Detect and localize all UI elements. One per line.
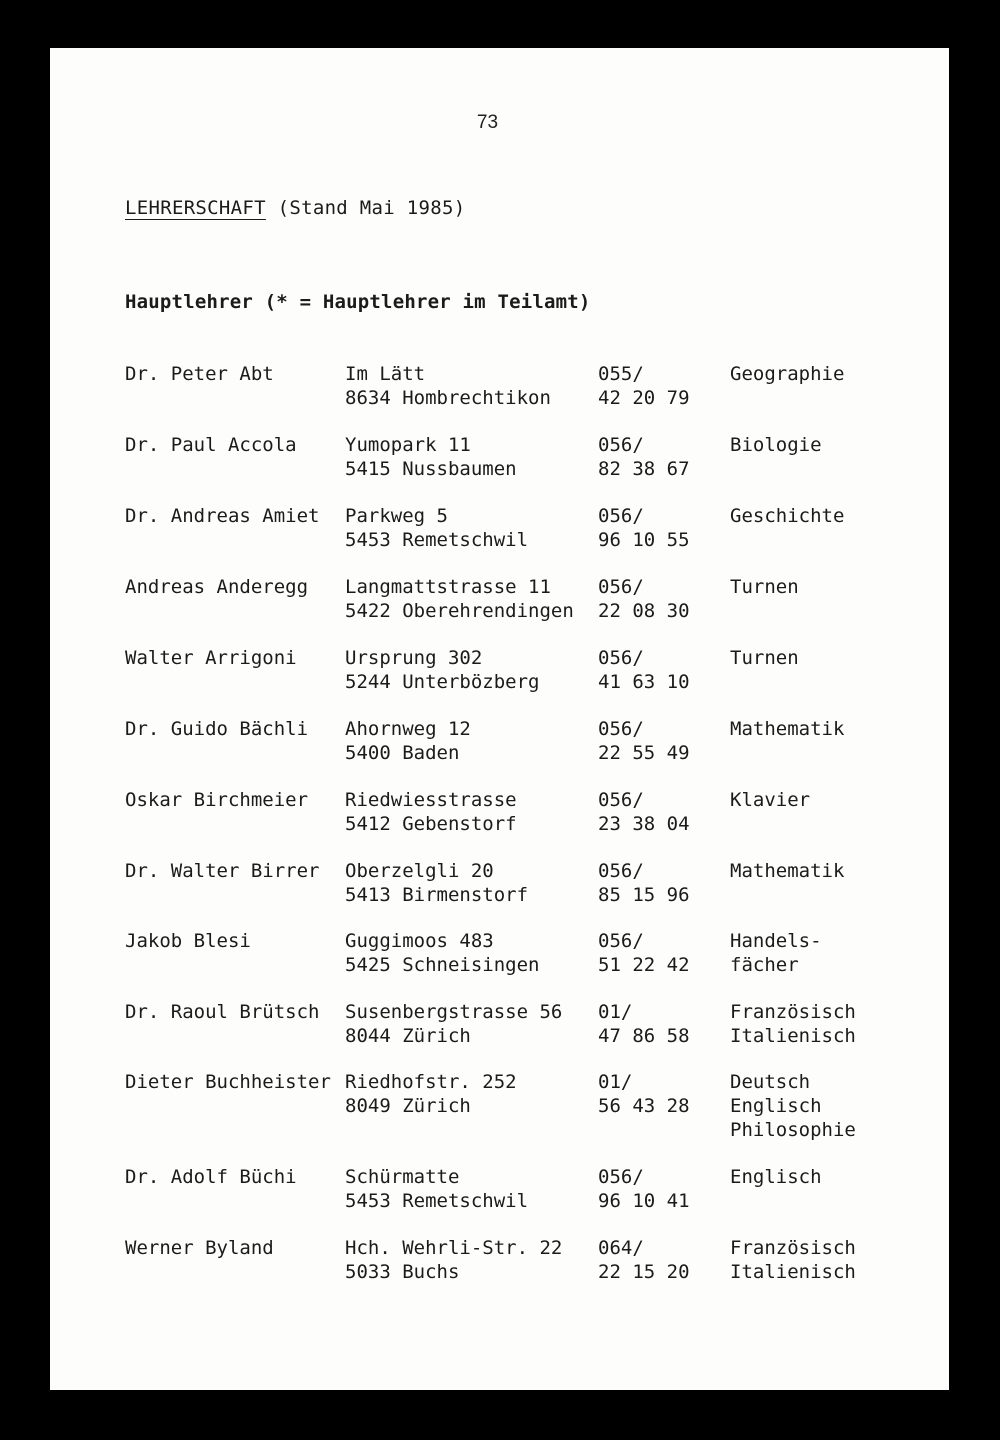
section-heading — [125, 197, 465, 219]
teacher-address-line: 5415 Nussbaumen — [345, 458, 517, 480]
teacher-phone-line: 056/ — [598, 647, 644, 669]
teacher-phone — [598, 1236, 690, 1284]
teacher-address-line: Ursprung 302 — [345, 647, 483, 669]
teacher-address — [345, 1236, 562, 1284]
teacher-name — [125, 859, 319, 883]
teacher-phone-line: 23 38 04 — [598, 813, 690, 835]
teacher-subjects — [730, 575, 799, 599]
teacher-phone-line: 064/ — [598, 1237, 644, 1259]
teacher-phone — [598, 929, 690, 977]
teacher-subjects — [730, 1165, 822, 1189]
teacher-phone-line: 56 43 28 — [598, 1095, 690, 1117]
teacher-address-line: Yumopark 11 — [345, 434, 471, 456]
teacher-phone-line: 056/ — [598, 1166, 644, 1188]
teacher-phone-line: 22 08 30 — [598, 600, 690, 622]
teacher-address — [345, 929, 539, 977]
teacher-phone-line: 96 10 55 — [598, 529, 690, 551]
teacher-subjects-line: Geschichte — [730, 505, 845, 527]
teacher-address-line: Langmattstrasse 11 — [345, 576, 551, 598]
teacher-subjects-line: Mathematik — [730, 718, 845, 740]
teacher-address-line: Guggimoos 483 — [345, 930, 494, 952]
subsection-heading: Hauptlehrer (* = Hauptlehrer im Teilamt) — [125, 291, 591, 313]
teacher-phone-line: 056/ — [598, 505, 644, 527]
teacher-subjects — [730, 504, 844, 528]
teacher-address-line: 5412 Gebenstorf — [345, 813, 517, 835]
teacher-name — [125, 575, 308, 599]
teacher-phone — [598, 1000, 690, 1048]
teacher-subjects — [730, 788, 810, 812]
teacher-phone-line: 42 20 79 — [598, 387, 690, 409]
teacher-name — [125, 929, 251, 953]
section-heading-title: LEHRERSCHAFT — [125, 197, 266, 219]
teacher-subjects — [730, 1236, 856, 1284]
teacher-address-line: Riedhofstr. 252 — [345, 1071, 517, 1093]
teacher-name-line: Andreas Anderegg — [125, 576, 309, 598]
teacher-name — [125, 646, 297, 670]
teacher-phone-line: 96 10 41 — [598, 1190, 690, 1212]
teacher-address-line: 5425 Schneisingen — [345, 954, 540, 976]
teacher-address-line: 5244 Unterbözberg — [345, 671, 540, 693]
teacher-subjects — [730, 1070, 856, 1142]
teacher-phone — [598, 1165, 690, 1213]
teacher-address-line: Im Lätt — [345, 363, 426, 385]
teacher-phone-line: 51 22 42 — [598, 954, 690, 976]
teacher-subjects-line: Klavier — [730, 789, 811, 811]
teacher-address — [345, 1000, 562, 1048]
teacher-phone-line: 82 38 67 — [598, 458, 690, 480]
teacher-phone-line: 056/ — [598, 860, 644, 882]
teacher-phone-line: 22 15 20 — [598, 1261, 690, 1283]
teacher-phone-line: 056/ — [598, 718, 644, 740]
teacher-subjects — [730, 859, 844, 883]
teacher-address — [345, 859, 528, 907]
teacher-phone-line: 056/ — [598, 789, 644, 811]
teacher-subjects-line: Turnen — [730, 576, 799, 598]
teacher-name — [125, 433, 297, 457]
teacher-subjects-line: Italienisch — [730, 1261, 856, 1283]
teacher-address — [345, 788, 517, 836]
teacher-name-line: Dr. Raoul Brütsch — [125, 1001, 320, 1023]
teacher-subjects-line: Englisch — [730, 1095, 822, 1117]
teacher-address-line: 8044 Zürich — [345, 1025, 471, 1047]
teacher-phone-line: 22 55 49 — [598, 742, 690, 764]
teacher-subjects-line: Mathematik — [730, 860, 845, 882]
teacher-phone-line: 01/ — [598, 1001, 633, 1023]
teacher-name — [125, 717, 308, 741]
teacher-subjects-line: Geographie — [730, 363, 845, 385]
teacher-name — [125, 362, 274, 386]
teacher-phone — [598, 575, 690, 623]
teacher-subjects-line: Turnen — [730, 647, 799, 669]
teacher-address — [345, 1165, 528, 1213]
teacher-name-line: Dr. Paul Accola — [125, 434, 297, 456]
teacher-subjects-line: fächer — [730, 954, 799, 976]
teacher-phone-line: 41 63 10 — [598, 671, 690, 693]
teacher-name — [125, 1236, 274, 1260]
teacher-address — [345, 433, 517, 481]
teacher-name-line: Dr. Peter Abt — [125, 363, 274, 385]
teacher-name-line: Dr. Guido Bächli — [125, 718, 309, 740]
teacher-address-line: Riedwiesstrasse — [345, 789, 517, 811]
teacher-subjects — [730, 362, 844, 386]
teacher-subjects-line: Handels- — [730, 930, 822, 952]
teacher-name — [125, 1165, 297, 1189]
teacher-subjects — [730, 433, 822, 457]
teacher-subjects-line: Italienisch — [730, 1025, 856, 1047]
teacher-address-line: 5453 Remetschwil — [345, 1190, 529, 1212]
teacher-name-line: Jakob Blesi — [125, 930, 251, 952]
teacher-name — [125, 1070, 331, 1094]
teacher-address — [345, 646, 539, 694]
teacher-phone-line: 85 15 96 — [598, 884, 690, 906]
teacher-address-line: 8634 Hombrechtikon — [345, 387, 551, 409]
teacher-phone — [598, 362, 690, 410]
teacher-phone — [598, 646, 690, 694]
teacher-address-line: Parkweg 5 — [345, 505, 448, 527]
teacher-phone-line: 055/ — [598, 363, 644, 385]
teacher-address-line: 5453 Remetschwil — [345, 529, 529, 551]
teacher-subjects-line: Biologie — [730, 434, 822, 456]
teacher-name-line: Dieter Buchheister — [125, 1071, 331, 1093]
teacher-subjects-line: Französisch — [730, 1001, 856, 1023]
teacher-subjects-line: Deutsch — [730, 1071, 811, 1093]
teacher-address — [345, 575, 574, 623]
teacher-subjects-line: Philosophie — [730, 1119, 856, 1141]
teacher-address-line: 5033 Buchs — [345, 1261, 460, 1283]
teacher-phone — [598, 717, 690, 765]
teacher-name-line: Werner Byland — [125, 1237, 274, 1259]
teacher-address — [345, 717, 471, 765]
teacher-name — [125, 1000, 319, 1024]
teacher-name-line: Dr. Adolf Büchi — [125, 1166, 297, 1188]
teacher-address-line: Schürmatte — [345, 1166, 460, 1188]
teacher-name — [125, 788, 308, 812]
teacher-address — [345, 1070, 517, 1118]
teacher-name-line: Dr. Andreas Amiet — [125, 505, 320, 527]
teacher-address-line: 5422 Oberehrendingen — [345, 600, 574, 622]
teacher-address-line: Ahornweg 12 — [345, 718, 471, 740]
teacher-phone — [598, 859, 690, 907]
teacher-subjects — [730, 929, 822, 977]
teacher-phone — [598, 504, 690, 552]
section-heading-date: (Stand Mai 1985) — [265, 197, 466, 219]
teacher-subjects-line: Französisch — [730, 1237, 856, 1259]
teacher-subjects — [730, 1000, 856, 1048]
teacher-address-line: 5400 Baden — [345, 742, 460, 764]
teacher-subjects — [730, 646, 799, 670]
teacher-address-line: Hch. Wehrli-Str. 22 — [345, 1237, 563, 1259]
teacher-phone-line: 056/ — [598, 930, 644, 952]
teacher-subjects — [730, 717, 844, 741]
teacher-phone-line: 01/ — [598, 1071, 633, 1093]
teacher-phone-line: 47 86 58 — [598, 1025, 690, 1047]
teacher-address-line: Susenbergstrasse 56 — [345, 1001, 563, 1023]
teacher-name — [125, 504, 319, 528]
teacher-address-line: 5413 Birmenstorf — [345, 884, 529, 906]
teacher-address — [345, 504, 528, 552]
page-number: 73 — [476, 112, 499, 133]
teacher-phone — [598, 1070, 690, 1118]
teacher-name-line: Walter Arrigoni — [125, 647, 297, 669]
teacher-phone-line: 056/ — [598, 434, 644, 456]
teacher-name-line: Oskar Birchmeier — [125, 789, 309, 811]
teacher-phone-line: 056/ — [598, 576, 644, 598]
teacher-phone — [598, 788, 690, 836]
teacher-subjects-line: Englisch — [730, 1166, 822, 1188]
teacher-name-line: Dr. Walter Birrer — [125, 860, 320, 882]
teacher-address-line: Oberzelgli 20 — [345, 860, 494, 882]
teacher-phone — [598, 433, 690, 481]
teacher-address-line: 8049 Zürich — [345, 1095, 471, 1117]
teacher-address — [345, 362, 551, 410]
